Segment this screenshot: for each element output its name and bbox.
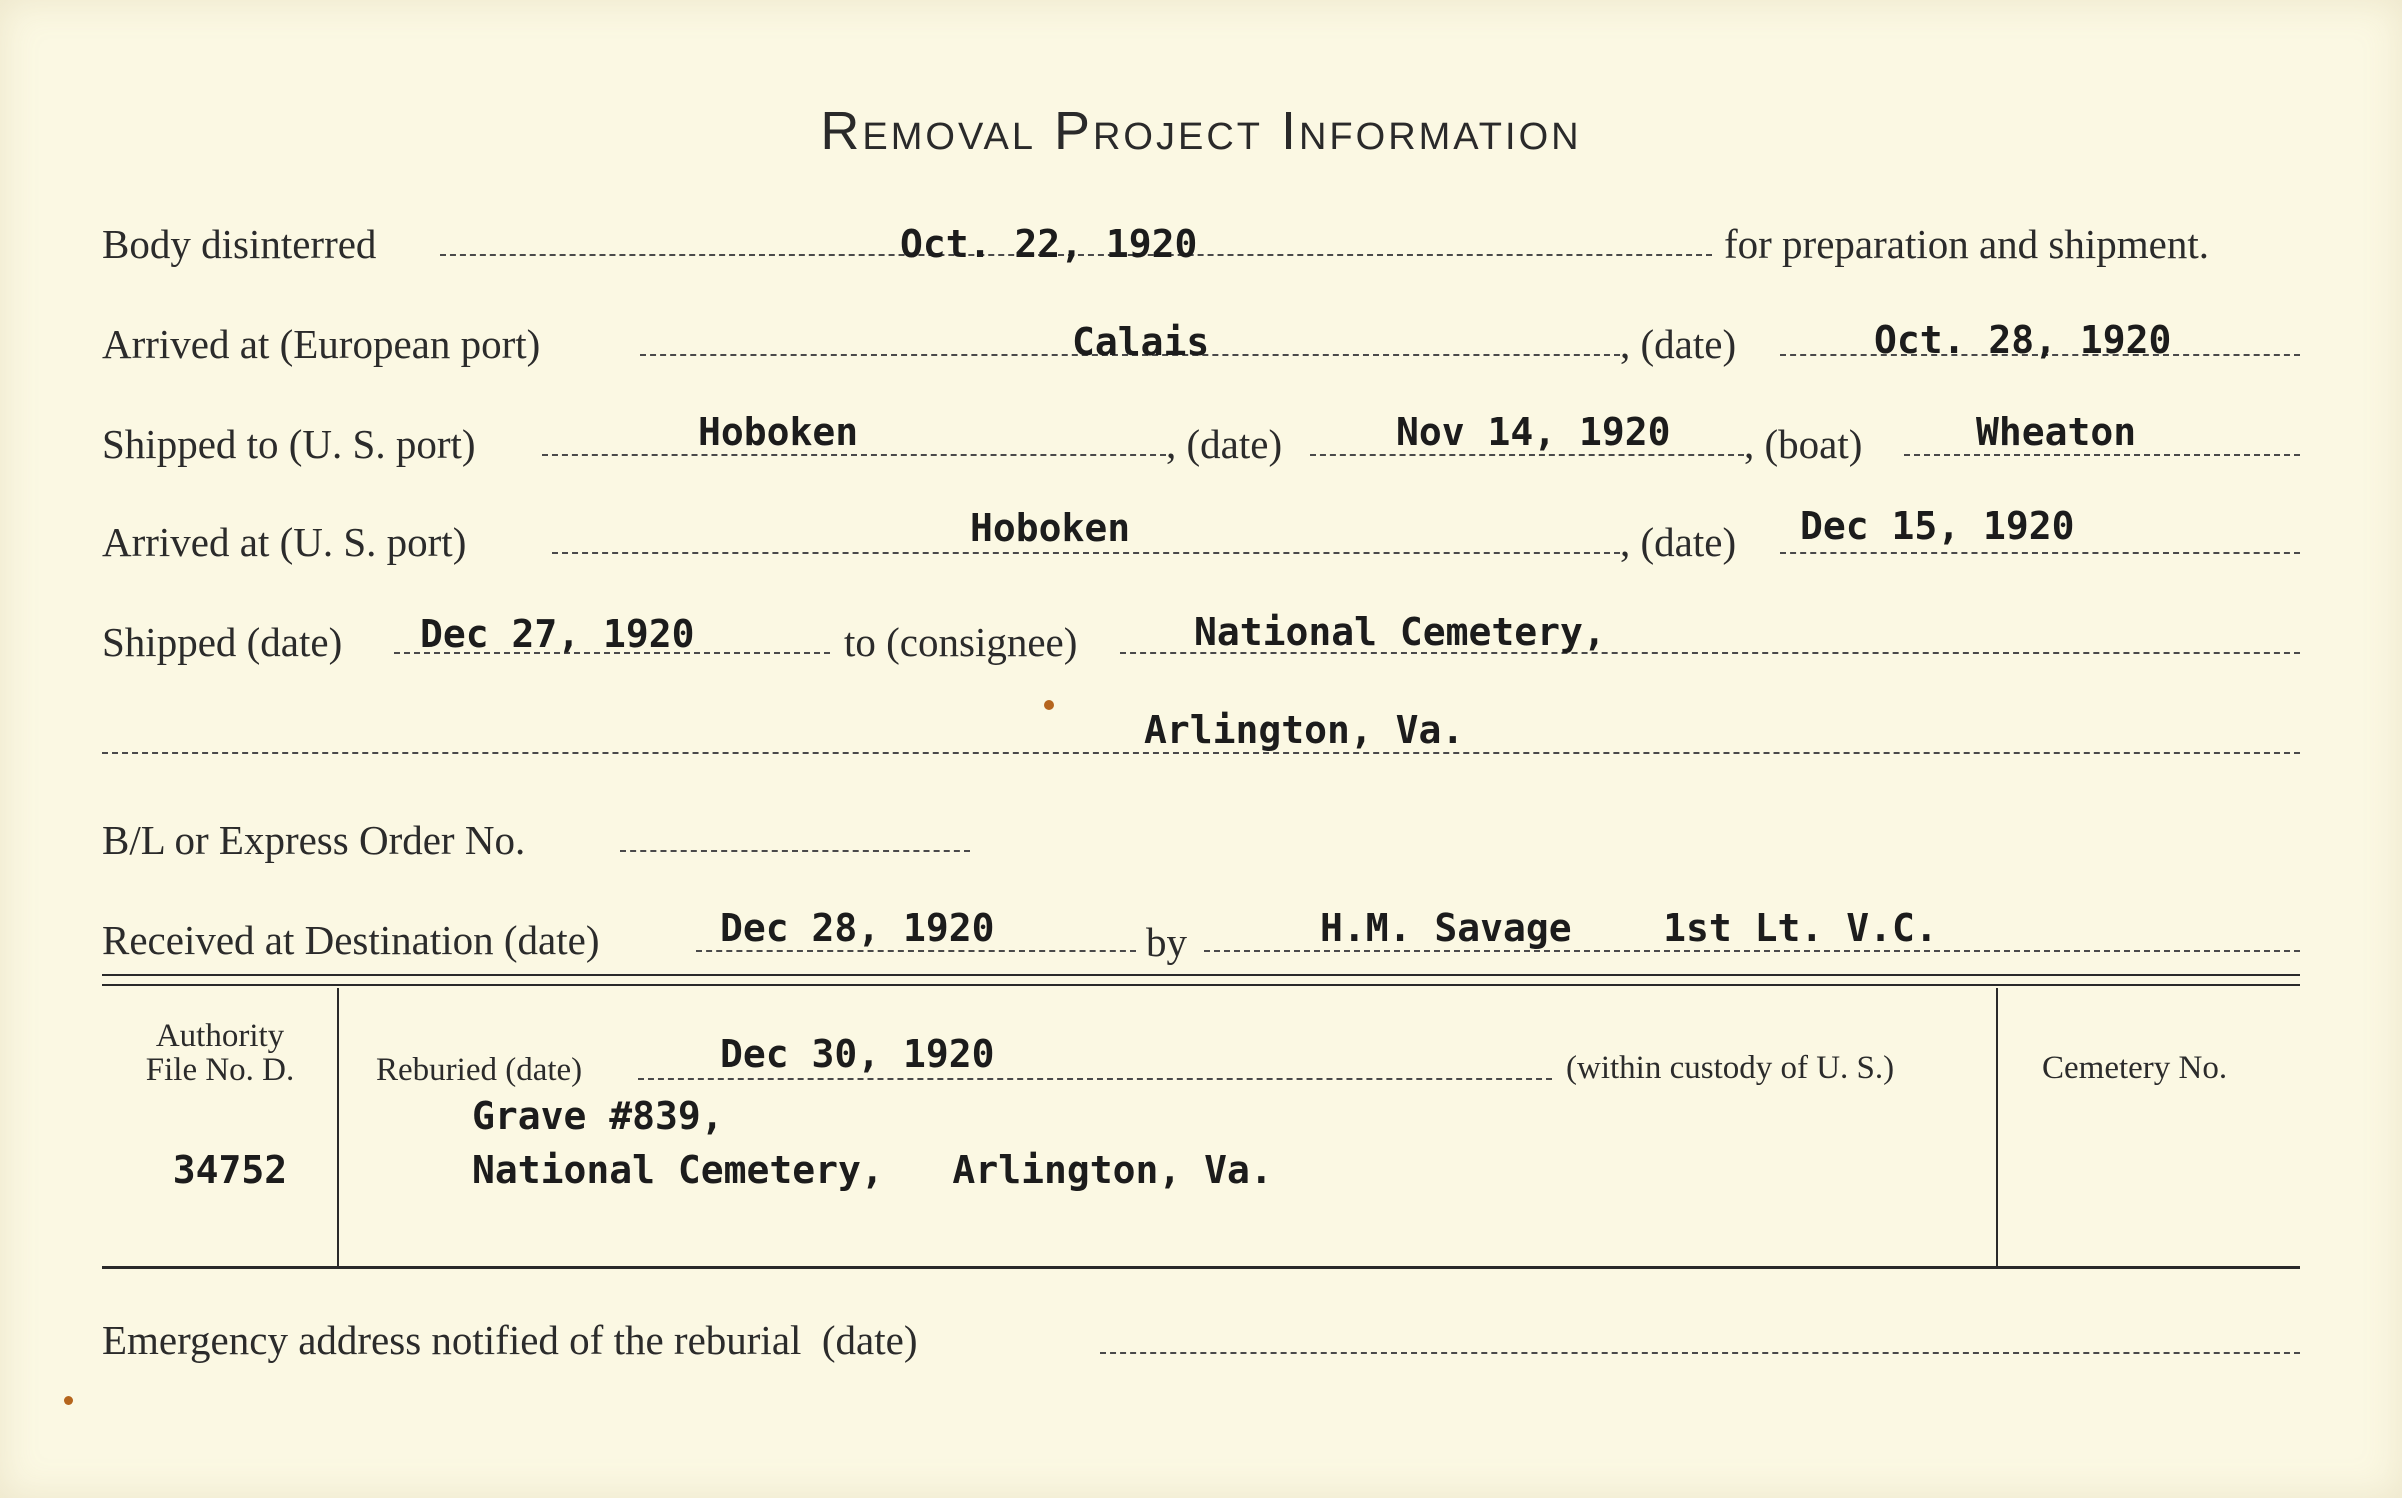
value-file-no: 34752 bbox=[172, 1148, 288, 1192]
value-european-port: Calais bbox=[1072, 320, 1210, 364]
fill-line-bl bbox=[620, 850, 970, 852]
value-consignee: National Cemetery, bbox=[1194, 610, 1606, 654]
label-boat: , (boat) bbox=[1744, 421, 1863, 467]
value-disinterred-date: Oct. 22, 1920 bbox=[900, 222, 1198, 266]
fill-line-consignee-2 bbox=[102, 752, 2300, 754]
label-european-date: , (date) bbox=[1620, 321, 1737, 367]
value-european-date: Oct. 28, 1920 bbox=[1874, 318, 2172, 362]
label-reburied-date: Reburied (date) bbox=[376, 1052, 583, 1088]
fill-line-arrived-us-port bbox=[552, 552, 1620, 554]
fill-line-shipped-port bbox=[542, 454, 1166, 456]
value-reburied-date: Dec 30, 1920 bbox=[720, 1032, 995, 1076]
label-file-no: File No. D. bbox=[145, 1052, 295, 1088]
table-top-rule-1 bbox=[102, 974, 2300, 976]
value-consignee-2: Arlington, Va. bbox=[1144, 708, 1465, 752]
value-boat: Wheaton bbox=[1976, 410, 2137, 454]
label-received-destination: Received at Destination (date) bbox=[102, 917, 600, 963]
value-arrived-us-date: Dec 15, 1920 bbox=[1800, 504, 2075, 548]
label-by: by bbox=[1146, 919, 1187, 965]
label-arrived-us-date: , (date) bbox=[1620, 519, 1737, 565]
label-shipped-date-2: Shipped (date) bbox=[102, 619, 343, 665]
label-arrived-us-port: Arrived at (U. S. port) bbox=[102, 519, 467, 565]
label-custody: (within custody of U. S.) bbox=[1566, 1050, 1895, 1086]
fill-line-emergency-date bbox=[1100, 1352, 2300, 1354]
paper-speck bbox=[1044, 700, 1054, 710]
fill-line-arrived-us-date bbox=[1780, 552, 2300, 554]
fill-line-received-date bbox=[696, 950, 1136, 952]
value-shipped-date: Nov 14, 1920 bbox=[1396, 410, 1671, 454]
label-bl-express: B/L or Express Order No. bbox=[102, 817, 526, 863]
label-shipped-to-us-port: Shipped to (U. S. port) bbox=[102, 421, 476, 467]
table-top-rule-2 bbox=[102, 984, 2300, 986]
value-shipped-date-2: Dec 27, 1920 bbox=[420, 612, 695, 656]
value-cemetery-location: National Cemetery, Arlington, Va. bbox=[472, 1148, 1273, 1192]
label-emergency-address: Emergency address notified of the reburial (date) bbox=[102, 1317, 918, 1363]
label-consignee: to (consignee) bbox=[844, 619, 1078, 665]
value-arrived-us-port: Hoboken bbox=[970, 506, 1131, 550]
value-grave: Grave #839, bbox=[472, 1094, 724, 1138]
label-preparation-shipment: for preparation and shipment. bbox=[1724, 221, 2210, 267]
table-bottom-rule bbox=[102, 1266, 2300, 1269]
value-received-by: H.M. Savage 1st Lt. V.C. bbox=[1320, 906, 1938, 950]
paper-speck bbox=[64, 1396, 73, 1405]
fill-line-shipped-date bbox=[1310, 454, 1744, 456]
label-body-disinterred: Body disinterred bbox=[102, 221, 377, 267]
table-divider-right bbox=[1996, 988, 1998, 1266]
card-title: Removal Project Information bbox=[820, 101, 1582, 161]
label-shipped-date: , (date) bbox=[1166, 421, 1283, 467]
label-cemetery-no: Cemetery No. bbox=[2042, 1050, 2228, 1086]
fill-line-boat bbox=[1904, 454, 2300, 456]
value-shipped-port: Hoboken bbox=[698, 410, 859, 454]
fill-line-reburied-date bbox=[638, 1078, 1552, 1080]
label-arrived-european-port: Arrived at (European port) bbox=[102, 321, 541, 367]
fill-line-received-by bbox=[1204, 950, 2300, 952]
table-divider-left bbox=[337, 988, 339, 1266]
value-received-date: Dec 28, 1920 bbox=[720, 906, 995, 950]
label-authority: Authority bbox=[155, 1018, 285, 1054]
